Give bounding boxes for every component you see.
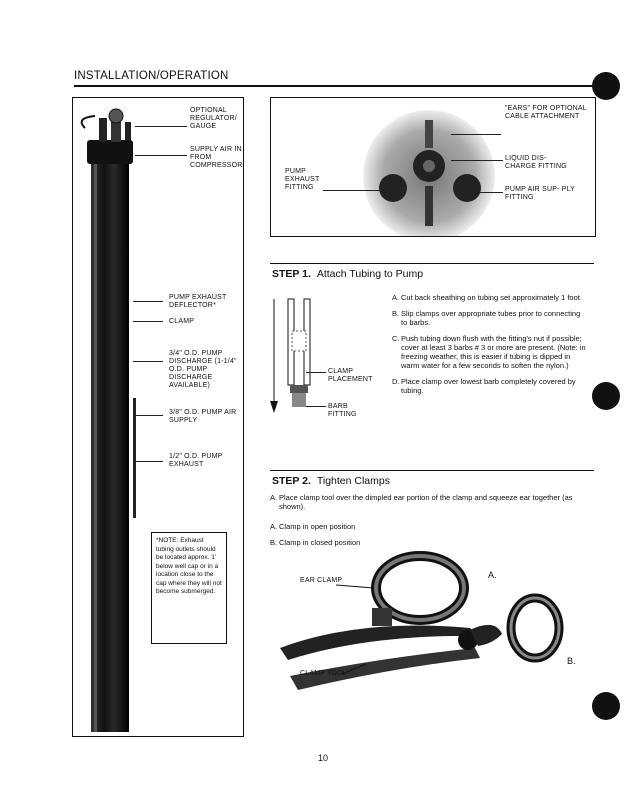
label-b: B. (567, 656, 576, 666)
label-regulator: OPTIONAL REGULATOR/ GAUGE (190, 107, 237, 130)
label-clamp-tool: CLAMP TOOL (300, 670, 347, 677)
exhaust-note: *NOTE: Exhaust tubing outlets should be located approx. 1' below well cap or in a location close to the cap where they will not become submerged. (156, 537, 222, 595)
step1-instructions (392, 293, 588, 395)
step2-item-b: B. Clamp in closed position (270, 538, 361, 547)
label-ear-clamp: EAR CLAMP (300, 577, 343, 584)
step1-title: Attach Tubing to Pump (316, 268, 424, 280)
label-barb-fitting: BARB FITTING (328, 403, 357, 418)
step1-item-c: C. Push tubing down flush with the fitting's nut if possible; cover at least 3 barbs # 3 or more are present. (Note: in freezing weather, this is easier if tubing is dipped in warm water for a few seconds to soften the nylon.) (392, 334, 586, 370)
step2-item-a: A. Clamp in open position (270, 522, 356, 531)
section-title: INSTALLATION/OPERATION (74, 70, 229, 82)
exhaust-note-box (151, 532, 227, 644)
binder-hole-bottom (592, 692, 620, 720)
step1-item-d: D. Place clamp over lowest barb completely covered by tubing. (392, 377, 576, 395)
label-clamp-placement: CLAMP PLACEMENT (328, 368, 373, 383)
clamp-illustration (270, 548, 590, 728)
label-supply-air: SUPPLY AIR IN FROM COMPRESSOR (190, 146, 243, 169)
label-liquid-discharge: LIQUID DIS- CHARGE FITTING (505, 155, 567, 170)
binder-hole-middle (592, 382, 620, 410)
label-exhaust: 1/2" O.D. PUMP EXHAUST (169, 453, 223, 468)
step1-item-a: A. Cut back sheathing on tubing set approximately 1 foot. (392, 293, 582, 302)
label-air-supply: 3/8" O.D. PUMP AIR SUPPLY (169, 409, 237, 424)
label-pump-air-supply: PUMP AIR SUP- PLY FITTING (505, 186, 575, 201)
top-view-diagram (270, 97, 596, 237)
step2-title: Tighten Clamps (316, 475, 390, 487)
label-pump-exhaust: PUMP EXHAUST FITTING (285, 168, 320, 191)
binder-hole-top (592, 72, 620, 100)
step2-heading (272, 475, 390, 487)
step1-number: STEP 1. (272, 268, 311, 280)
page-number: 10 (318, 753, 329, 763)
left-panel (72, 97, 244, 737)
step1-item-b: B. Slip clamps over appropriate tubes prior to connecting to barbs. (392, 309, 581, 327)
step2-intro: A. Place clamp tool over the dimpled ear portion of the clamp and squeeze ear together (as shown). (270, 493, 573, 511)
step2-rule (270, 470, 594, 471)
step1-rule (270, 263, 594, 264)
title-rule (74, 85, 594, 87)
step2-number: STEP 2. (272, 475, 311, 487)
label-ears: "EARS" FOR OPTIONAL CABLE ATTACHMENT (505, 105, 587, 120)
label-exhaust-deflector: PUMP EXHAUST DEFLECTOR* (169, 294, 227, 309)
step1-heading (272, 268, 423, 280)
label-discharge: 3/4" O.D. PUMP DISCHARGE (1-1/4" O.D. PUMP DISCHARGE AVAILABLE) (169, 350, 237, 389)
label-a: A. (488, 570, 497, 580)
label-clamp: CLAMP (169, 318, 195, 325)
